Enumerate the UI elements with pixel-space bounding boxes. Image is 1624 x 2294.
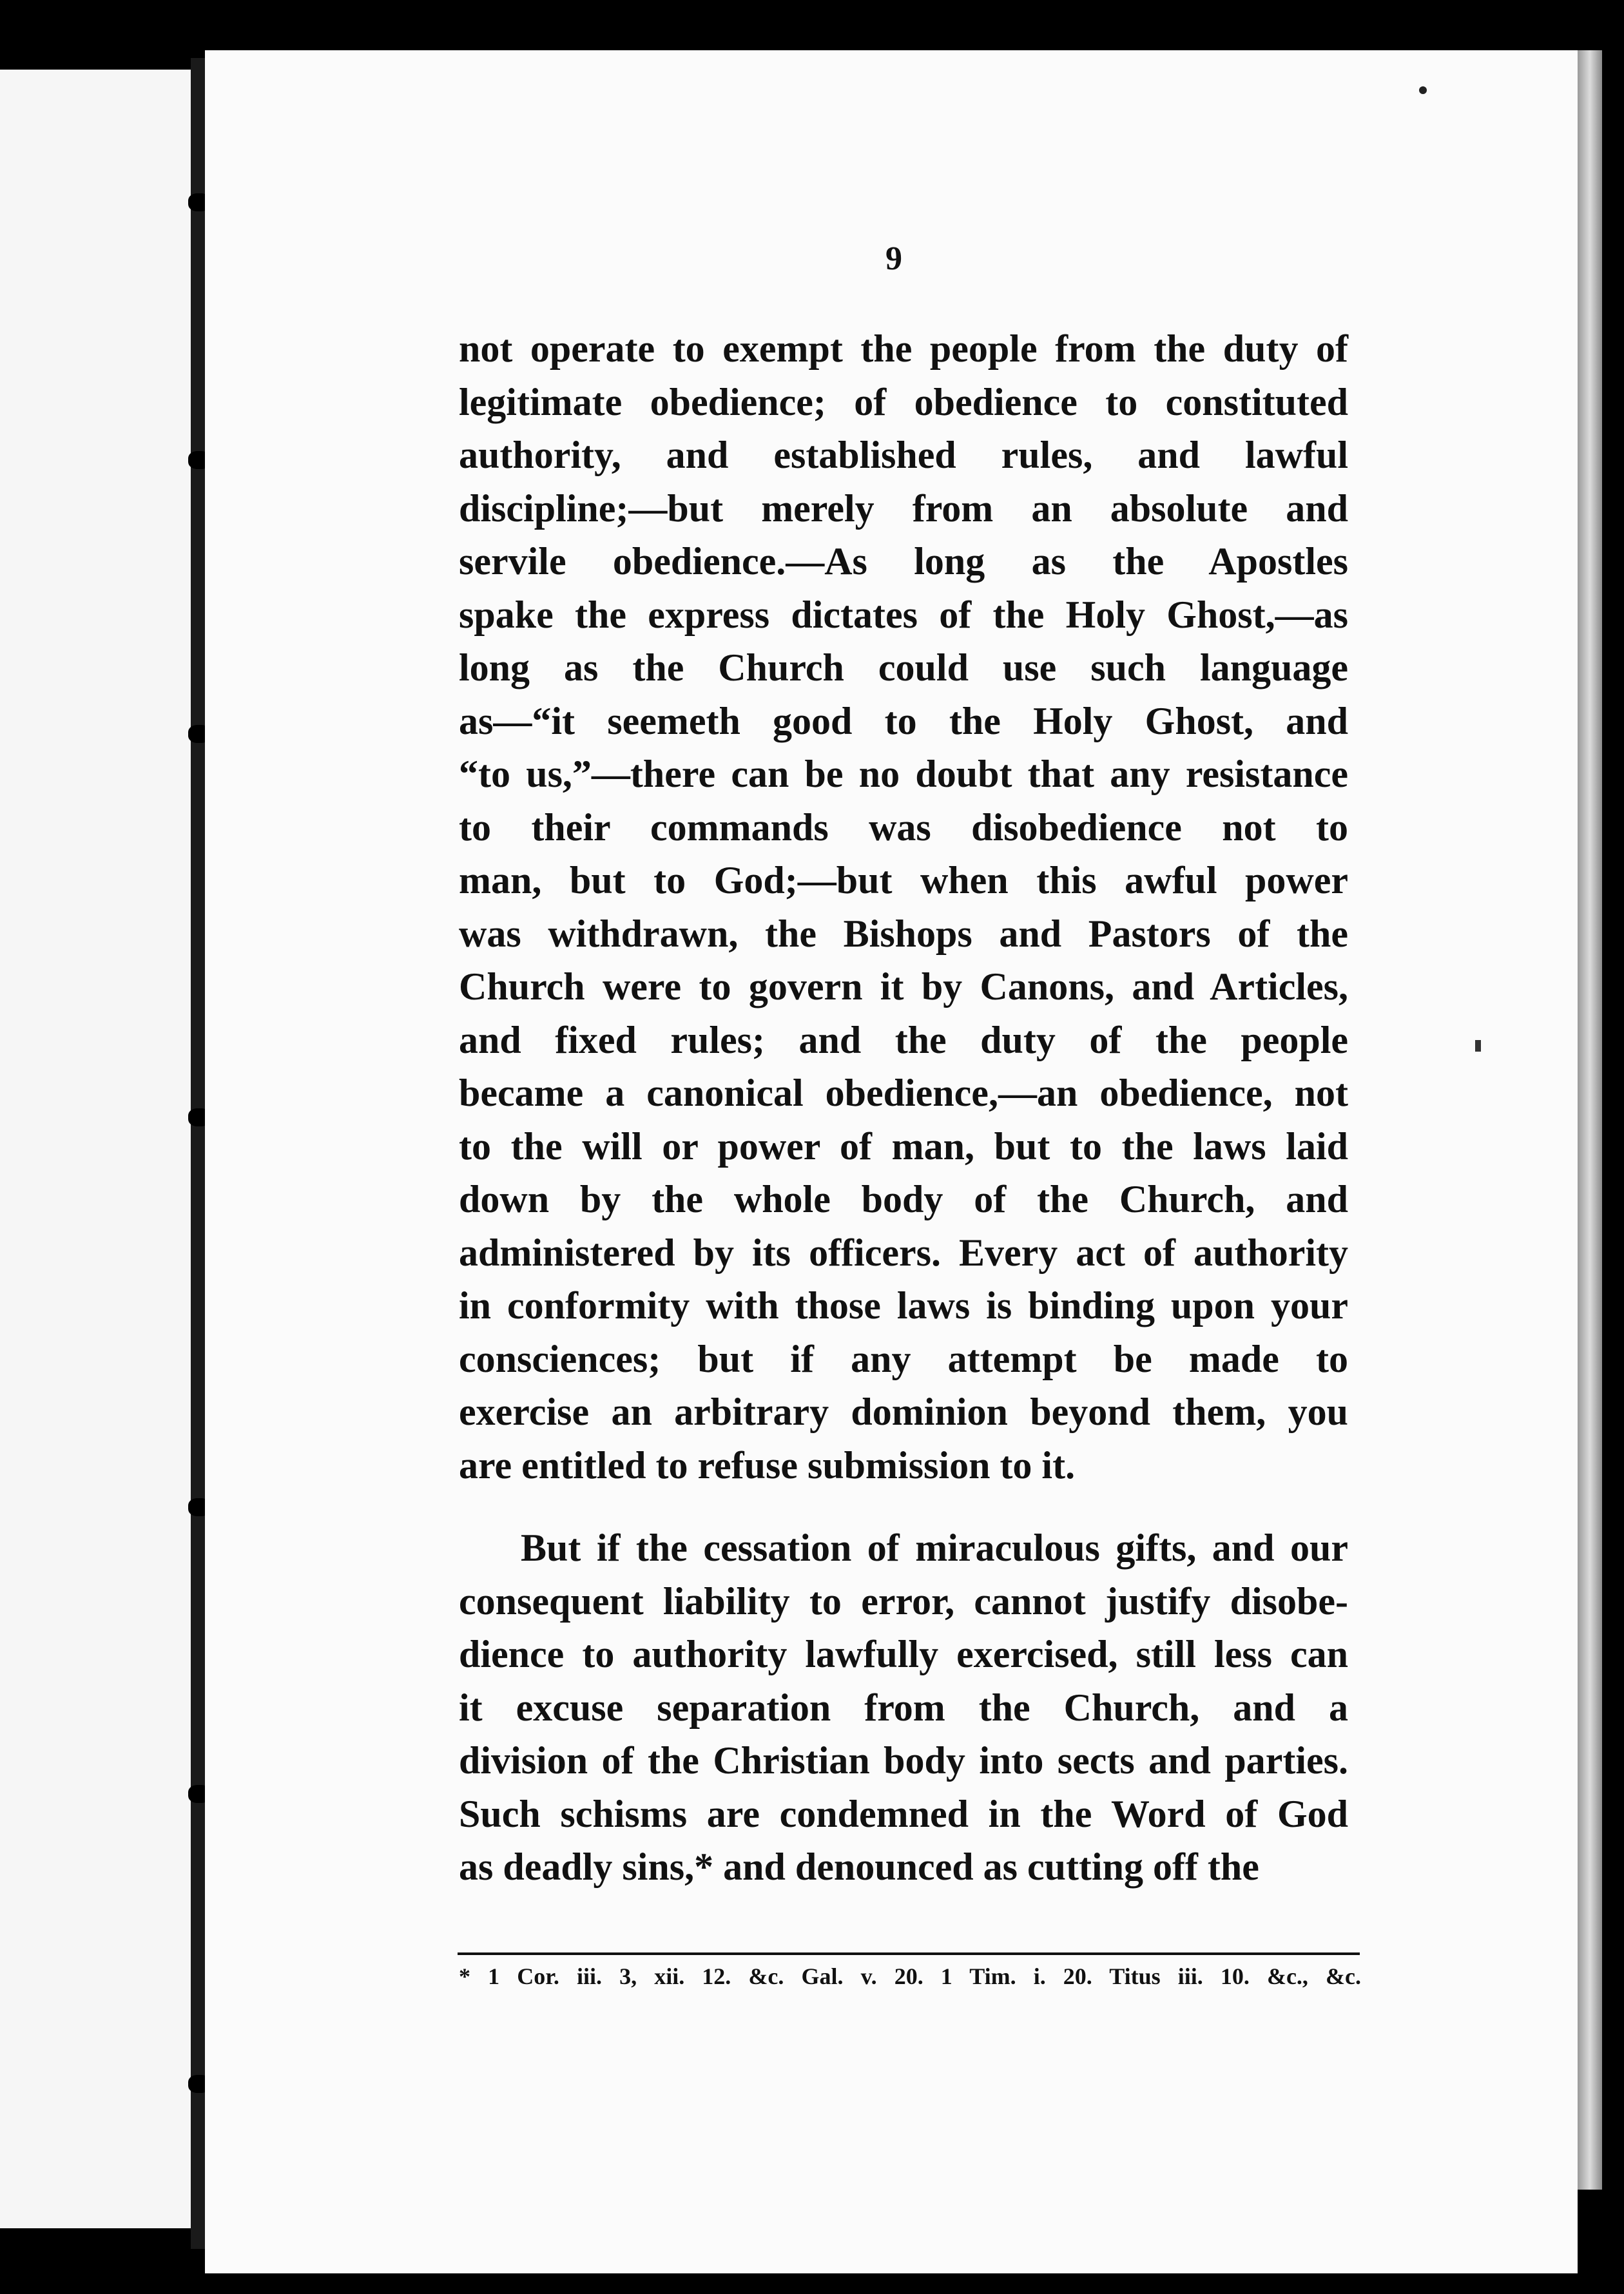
text-line: in conformity with those laws is binding upon your xyxy=(459,1284,1348,1327)
text-line: division of the Christian body into sects and parties. xyxy=(459,1739,1348,1782)
text-line: are entitled to refuse submission to it. xyxy=(459,1443,1076,1487)
text-line: was withdrawn, the Bishops and Pastors of the xyxy=(459,912,1348,955)
text-line: and fixed rules; and the duty of the people xyxy=(459,1018,1348,1061)
text-line: to their commands was disobedience not to xyxy=(459,805,1348,849)
book-gutter xyxy=(191,58,205,2249)
paragraph xyxy=(459,1521,1348,1894)
text-line: spake the express dictates of the Holy Ghost,—as xyxy=(459,593,1348,636)
text-line: discipline;—but merely from an absolute and xyxy=(459,487,1348,530)
ink-speck xyxy=(1475,1040,1481,1052)
text-line: man, but to God;—but when this awful power xyxy=(459,859,1348,901)
text-line: administered by its officers. Every act of authority xyxy=(459,1231,1348,1274)
body-text xyxy=(459,322,1348,1894)
text-line: Church were to govern it by Canons, and Articles, xyxy=(459,965,1348,1008)
text-line: authority, and established rules, and lawful xyxy=(459,434,1348,476)
footnote-rule xyxy=(458,1952,1360,1955)
text-line: as deadly sins,* and denounced as cutting off the xyxy=(459,1846,1259,1888)
text-line: not operate to exempt the people from the duty of xyxy=(459,327,1348,370)
ink-speck xyxy=(1419,86,1427,94)
text-line: servile obedience.—As long as the Apostles xyxy=(459,540,1348,583)
text-line: Such schisms are condemned in the Word of God xyxy=(459,1792,1348,1835)
text-line: “to us,”—there can be no doubt that any resistance xyxy=(459,753,1348,795)
text-line: exercise an arbitrary dominion beyond them, you xyxy=(459,1391,1348,1433)
page-edge xyxy=(1578,50,1602,2190)
text-line: to the will or power of man, but to the laws laid xyxy=(459,1124,1348,1168)
text-line: as—“it seemeth good to the Holy Ghost, and xyxy=(459,699,1348,742)
text-line: legitimate obedience; of obedience to constituted xyxy=(459,380,1348,423)
text-line: dience to authority lawfully exercised, still less can xyxy=(459,1633,1348,1675)
paragraph xyxy=(459,322,1348,1492)
text-line: down by the whole body of the Church, and xyxy=(459,1178,1348,1220)
facing-page xyxy=(0,70,198,2228)
text-line: became a canonical obedience,—an obedience, not xyxy=(459,1072,1348,1114)
text-line: consciences; but if any attempt be made to xyxy=(459,1337,1348,1380)
text-line: But if the cessation of miraculous gifts, and our xyxy=(521,1527,1348,1569)
footnote: * 1 Cor. iii. 3, xii. 12. &c. Gal. v. 20. 1 Tim. i. 20. Titus iii. 10. &c., &c. xyxy=(459,1963,1361,1989)
text-line: consequent liability to error, cannot justify disobe- xyxy=(459,1579,1348,1623)
page-number: 9 xyxy=(885,240,902,277)
text-line: it excuse separation from the Church, and a xyxy=(459,1686,1348,1729)
text-line: long as the Church could use such language xyxy=(459,646,1348,689)
